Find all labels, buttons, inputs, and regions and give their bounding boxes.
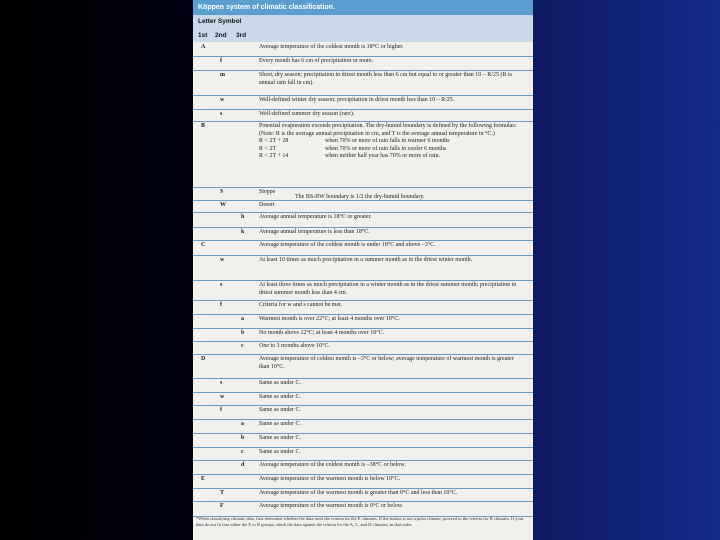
description-text: Steppe (259, 189, 276, 195)
table-row (193, 240, 533, 256)
letter-symbol: k (241, 229, 245, 235)
description-text: Average temperature of the warmest month is greater than 0°C and less than 10°C. (259, 490, 458, 496)
table-row (193, 42, 533, 57)
row-description (259, 257, 525, 265)
boundary-note: The BS-BW boundary is 1/2 the dry-humid boundary. (295, 194, 425, 200)
description-text: Same as under C. (259, 407, 301, 413)
row-description (259, 44, 525, 52)
letter-symbol: s (220, 111, 223, 117)
description-text: At least 10 times as much precipitation in a summer month as in the driest winter month. (259, 257, 473, 263)
description-text: Average temperature of the warmest month is 0°C or below. (259, 503, 404, 509)
letter-symbol: w (220, 257, 225, 263)
letter-symbol: c (241, 343, 244, 349)
table-row (193, 328, 533, 342)
table-row (193, 255, 533, 281)
col-3rd-heading: 3rd (236, 32, 247, 39)
description-text: Average temperature of the warmest month is below 10°C. (259, 476, 401, 482)
row-description (259, 449, 525, 457)
row-description (259, 462, 525, 470)
table-row (193, 341, 533, 355)
row-description (259, 214, 525, 222)
row-description (259, 407, 525, 415)
letter-symbol: h (241, 214, 245, 220)
row-description (259, 72, 525, 87)
formula-expression: R < 2T (259, 145, 277, 152)
row-description (259, 58, 525, 66)
letter-symbol: w (220, 97, 225, 103)
description-text: No month above 22°C; at least 4 months over 10°C. (259, 330, 385, 336)
table-row (193, 419, 533, 434)
description-text: Desert (259, 202, 275, 208)
col-2nd-heading: 2nd (215, 32, 227, 39)
description-text: At least three times as much precipitation in a winter month as in the driest summer month; precipitation in driest summer month less than 4 cm. (259, 282, 517, 296)
table-row (193, 314, 533, 329)
formula-expression: R < 2T + 14 (259, 153, 289, 159)
description-text: Same as under C. (259, 380, 301, 386)
table-row (193, 212, 533, 228)
footnote: *When classifying climatic data, first determine whether the data meet the criteria for the E climates. If the station is not a polar climate, proceed to the criteria for B climates. If your data do not fit into either the E or B groups, check the data against the criteria for the A, C, and D climates, in that order. (196, 516, 524, 527)
description-text: Short, dry season; precipitation in driest month less than 6 cm but equal to or greater than 10 – R/25 (R is annual rain fall in cm). (259, 72, 512, 86)
description-text: Every month has 6 cm of precipitation or more. (259, 58, 374, 64)
row-description (259, 194, 525, 210)
description-text: Well-defined summer dry season (rare). (259, 111, 355, 117)
letter-symbol: S (220, 189, 224, 195)
row-description (259, 490, 525, 498)
table-row (193, 56, 533, 71)
table-row (193, 227, 533, 241)
table-row (193, 280, 533, 301)
table-row (193, 447, 533, 461)
row-description (259, 343, 525, 351)
letter-symbol: f (220, 407, 222, 413)
description-text: Same as under C. (259, 421, 301, 427)
table-row (193, 474, 533, 489)
row-description (259, 476, 525, 484)
table-row (193, 70, 533, 96)
letter-symbol: C (201, 242, 206, 248)
letter-symbol: s (220, 380, 223, 386)
row-description (259, 282, 525, 297)
row-description (259, 356, 525, 371)
description-text: Average annual temperature is less than 18°C. (259, 229, 370, 235)
table-row (193, 433, 533, 448)
letter-symbol: B (201, 123, 206, 129)
letter-symbol: E (201, 476, 206, 482)
table-row (193, 121, 533, 188)
table-title: Köppen system of climatic classification. (193, 0, 533, 15)
row-description (259, 111, 525, 119)
letter-symbol: b (241, 330, 245, 336)
description-text: Criteria for w and s cannot be met. (259, 302, 343, 308)
table-row (193, 488, 533, 502)
letter-symbol: a (241, 421, 244, 427)
letter-symbol: a (241, 316, 244, 322)
letter-symbol: s (220, 282, 223, 288)
letter-symbol: w (220, 394, 225, 400)
description-text: Average temperature of coldest month is –3°C or below; average temperature of warmest month is greater than 10°C. (259, 356, 514, 370)
description-text: Same as under C. (259, 449, 301, 455)
formula-line (259, 146, 525, 154)
description-text: Average temperature of the coldest month is –38°C or below. (259, 462, 406, 468)
row-description (259, 242, 525, 250)
description-note: (Note: R is the average annual precipitation in cm, and T is the average annual temperature in °C.) (259, 130, 495, 137)
col-1st-heading: 1st (198, 32, 208, 39)
letter-symbol: d (241, 462, 245, 468)
table-header (193, 15, 533, 42)
description-text: Same as under C. (259, 435, 301, 441)
table-row (193, 95, 533, 110)
table-row (193, 405, 533, 420)
letter-symbol: b (241, 435, 245, 441)
letter-symbol: W (220, 202, 226, 208)
formula-expression: R < 2T + 28 (259, 138, 289, 144)
letter-symbol: c (241, 449, 244, 455)
letter-symbol-heading: Letter Symbol (198, 18, 242, 25)
letter-symbol: T (220, 490, 225, 496)
table-row (193, 460, 533, 475)
table-row (193, 354, 533, 379)
description-text: Average temperature of the coldest month is under 18°C and above –3°C. (259, 242, 436, 248)
row-description (259, 97, 525, 105)
row-description (259, 229, 525, 237)
description-text: Average annual temperature is 18°C or greater. (259, 214, 372, 220)
row-description (259, 421, 525, 429)
table-row (193, 392, 533, 406)
row-description (259, 316, 525, 324)
letter-symbol: D (201, 356, 206, 362)
formula-line (259, 138, 525, 146)
letter-symbol: f (220, 302, 222, 308)
formula-condition: when neither half year has 70% or more of rain. (325, 153, 440, 159)
description-text: One to 3 months above 10°C. (259, 343, 331, 349)
formula-line (259, 153, 525, 161)
row-description (259, 394, 525, 402)
row-description (259, 380, 525, 388)
row-description (259, 330, 525, 338)
description-text: Well-defined winter dry season; precipitation in driest month less than 10 – R/25. (259, 97, 455, 103)
description-text: Potential evaporation exceeds precipitation. The dry-humid boundary is defined by the following formulas: (259, 123, 517, 129)
row-description (259, 435, 525, 443)
formula-condition: when 70% or more of rain falls in warmer 6 months (325, 138, 450, 144)
letter-symbol: m (220, 72, 225, 78)
document-page (193, 0, 533, 540)
table-row (193, 300, 533, 315)
table-row (193, 378, 533, 393)
letter-symbol: f (220, 58, 222, 64)
row-description (259, 503, 525, 511)
letter-symbol: A (201, 44, 206, 50)
description-text: Same as under C. (259, 394, 301, 400)
row-description (259, 123, 525, 161)
description-text: Warmest month is over 22°C; at least 4 months over 10°C. (259, 316, 400, 322)
formula-condition: when 70% or more of rain falls in cooler 6 months (325, 145, 447, 152)
row-description (259, 302, 525, 310)
letter-symbol: F (220, 503, 224, 509)
description-text: Average temperature of the coldest month is 18°C or higher. (259, 44, 404, 50)
table-row (193, 501, 533, 517)
